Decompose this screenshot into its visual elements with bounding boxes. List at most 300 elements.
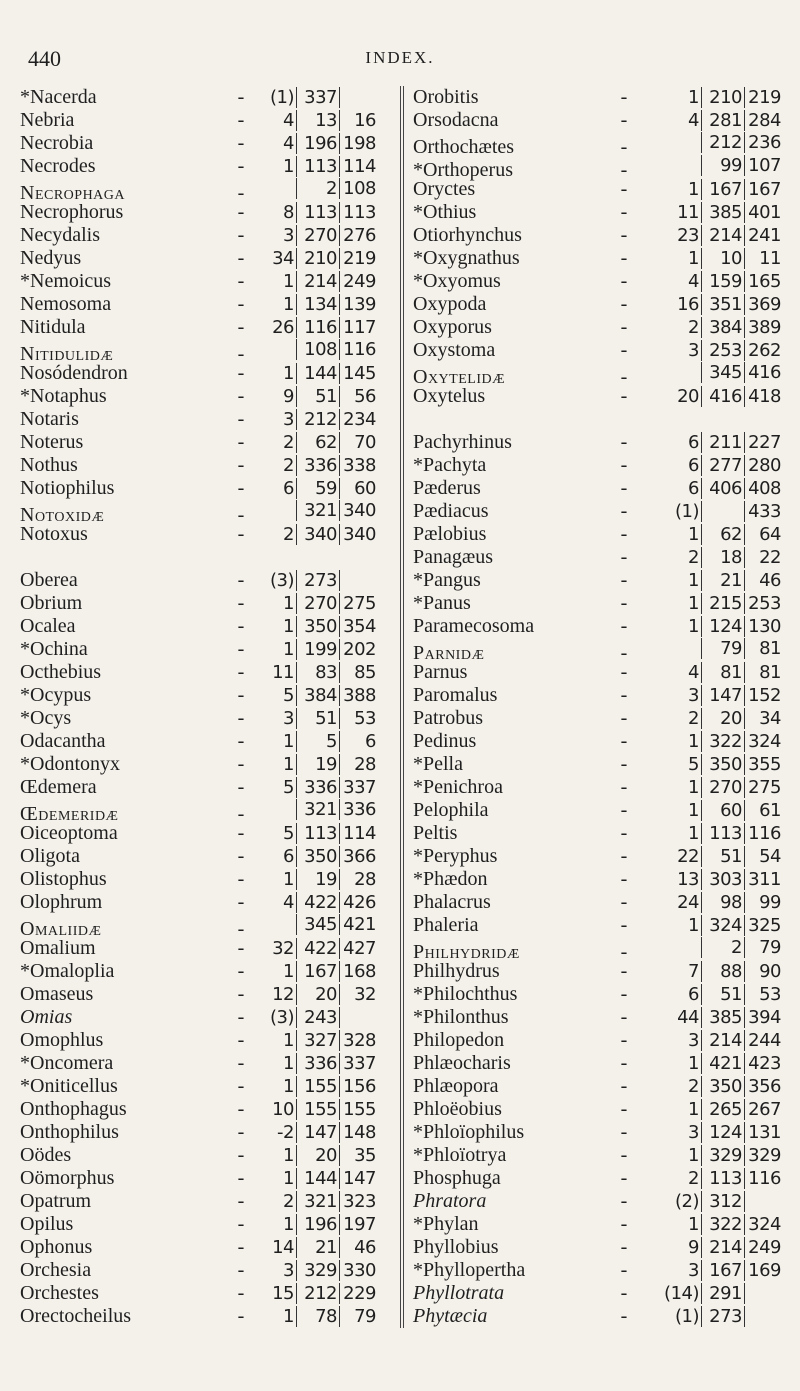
entry-references (250, 1306, 376, 1327)
last-page: 169 (748, 1260, 781, 1281)
entry-name: *Oxygnathus (413, 247, 520, 269)
last-page: 156 (343, 1076, 376, 1097)
entry-name: Patrobus (413, 707, 483, 729)
species-count (250, 500, 297, 521)
index-entry (405, 753, 790, 776)
species-count: 1 (250, 271, 297, 292)
species-count: 32 (250, 938, 297, 959)
last-page: 253 (748, 593, 781, 614)
entry-references (655, 892, 781, 913)
index-entry (405, 500, 790, 523)
entry-leader: - (620, 753, 628, 775)
species-count: 2 (655, 708, 702, 729)
entry-name: Onthophilus (20, 1121, 119, 1143)
species-count: 3 (655, 685, 702, 706)
entry-name: Phosphuga (413, 1167, 501, 1189)
index-entry (405, 1259, 790, 1282)
entry-name: Opatrum (20, 1190, 92, 1212)
species-count: 1 (655, 248, 702, 269)
species-count: 34 (250, 248, 297, 269)
entry-references (655, 593, 781, 614)
entry-leader: - (237, 661, 245, 683)
entry-references (250, 1237, 376, 1258)
last-page: 165 (748, 271, 781, 292)
entry-references (655, 1007, 781, 1028)
entry-references (250, 639, 376, 660)
entry-leader: - (620, 730, 628, 752)
first-page: 336 (297, 455, 340, 476)
entry-references (655, 248, 781, 269)
entry-leader: - (620, 1213, 628, 1235)
entry-leader: - (237, 201, 245, 223)
entry-name: Notoxidæ (20, 504, 105, 526)
entry-references (655, 777, 781, 798)
entry-leader: - (620, 500, 628, 522)
species-count: 3 (250, 225, 297, 246)
index-entry (20, 477, 392, 500)
entry-references (250, 248, 376, 269)
first-page: 214 (702, 225, 745, 246)
first-page: 60 (702, 800, 745, 821)
first-page: 51 (702, 984, 745, 1005)
entry-references (655, 800, 781, 821)
entry-references (655, 823, 781, 844)
first-page: 212 (297, 1283, 340, 1304)
index-entry (405, 247, 790, 270)
index-entry (20, 408, 392, 431)
last-page: 275 (343, 593, 376, 614)
entry-references (655, 294, 781, 315)
index-entry (405, 201, 790, 224)
last-page: 249 (748, 1237, 781, 1258)
index-entry (20, 316, 392, 339)
first-page: 270 (297, 593, 340, 614)
first-page: 108 (297, 339, 340, 360)
first-page: 79 (702, 638, 745, 659)
species-count: 1 (250, 593, 297, 614)
first-page: 337 (297, 87, 340, 108)
entry-references (250, 984, 376, 1005)
species-count: 1 (655, 570, 702, 591)
entry-name: Necrodes (20, 155, 96, 177)
entry-references (655, 202, 781, 223)
first-page: 211 (702, 432, 745, 453)
index-entry (20, 914, 392, 940)
species-count: 3 (250, 708, 297, 729)
entry-references (655, 869, 781, 890)
entry-references (655, 1122, 781, 1143)
entry-name: Nosódendron (20, 362, 128, 384)
species-count: 6 (250, 478, 297, 499)
last-page: 167 (748, 179, 781, 200)
entry-references (250, 500, 376, 521)
index-entry (20, 776, 392, 799)
entry-references (250, 386, 376, 407)
entry-name: Noterus (20, 431, 84, 453)
entry-references (655, 984, 781, 1005)
index-entry (20, 707, 392, 730)
entry-name: Ophonus (20, 1236, 93, 1258)
entry-name: Obrium (20, 592, 83, 614)
entry-leader: - (237, 960, 245, 982)
last-page: 401 (748, 202, 781, 223)
entry-leader: - (237, 1075, 245, 1097)
last-page (745, 1306, 781, 1327)
index-entry (20, 615, 392, 638)
last-page: 280 (748, 455, 781, 476)
species-count: 1 (250, 754, 297, 775)
page-header (28, 46, 772, 76)
entry-name: Oxytelus (413, 385, 486, 407)
last-page: 219 (343, 248, 376, 269)
index-entry (405, 1075, 790, 1098)
species-count: 2 (250, 432, 297, 453)
entry-references (655, 317, 781, 338)
first-page: 321 (297, 1191, 340, 1212)
entry-references (655, 1306, 781, 1327)
entry-name: *Phloïotrya (413, 1144, 507, 1166)
entry-leader: - (620, 592, 628, 614)
entry-leader: - (237, 569, 245, 591)
entry-references (655, 155, 781, 176)
index-entry (405, 891, 790, 914)
last-page: 81 (759, 638, 781, 659)
first-page: 421 (702, 1053, 745, 1074)
last-page (745, 1191, 781, 1212)
entry-name: Omalium (20, 937, 96, 959)
last-page: 56 (354, 386, 376, 407)
entry-leader: - (237, 224, 245, 246)
last-page: 275 (748, 777, 781, 798)
entry-references (655, 478, 781, 499)
entry-references (655, 1076, 781, 1097)
entry-name: Nemosoma (20, 293, 112, 315)
entry-references (655, 386, 781, 407)
species-count: 1 (655, 800, 702, 821)
entry-leader: - (620, 1236, 628, 1258)
entry-references (250, 869, 376, 890)
last-page: 139 (343, 294, 376, 315)
page-number: 440 (28, 46, 61, 71)
first-page: 147 (702, 685, 745, 706)
first-page: 210 (297, 248, 340, 269)
entry-name: Oxytelidæ (413, 366, 506, 388)
first-page: 20 (702, 708, 745, 729)
species-count: 4 (655, 110, 702, 131)
species-count: 1 (655, 524, 702, 545)
entry-references (250, 1168, 376, 1189)
index-entry (20, 293, 392, 316)
first-page: 350 (297, 846, 340, 867)
entry-leader: - (620, 247, 628, 269)
entry-references (250, 570, 376, 591)
first-page: 327 (297, 1030, 340, 1051)
entry-leader: - (620, 224, 628, 246)
entry-name: Oiceoptoma (20, 822, 118, 844)
entry-leader: - (620, 615, 628, 637)
species-count: 3 (655, 1122, 702, 1143)
last-page: 421 (343, 914, 376, 935)
last-page: 85 (354, 662, 376, 683)
species-count: 3 (655, 1030, 702, 1051)
first-page: 329 (297, 1260, 340, 1281)
entry-leader: - (237, 408, 245, 430)
index-entry (20, 1006, 392, 1029)
entry-leader: - (620, 293, 628, 315)
index-entry (20, 753, 392, 776)
last-page: 34 (759, 708, 781, 729)
entry-leader: - (620, 941, 628, 963)
entry-leader: - (620, 546, 628, 568)
entry-name: *Ocys (20, 707, 72, 729)
index-entry (405, 316, 790, 339)
entry-leader: - (620, 799, 628, 821)
entry-leader: - (620, 431, 628, 453)
species-count: 5 (655, 754, 702, 775)
entry-leader: - (237, 1121, 245, 1143)
first-page: 116 (297, 317, 340, 338)
entry-name: *Phædon (413, 868, 488, 890)
last-page: 328 (343, 1030, 376, 1051)
entry-leader: - (620, 983, 628, 1005)
index-entry (20, 1305, 392, 1328)
index-entry (20, 339, 392, 365)
index-entry (405, 270, 790, 293)
entry-references (655, 937, 781, 958)
species-count: 7 (655, 961, 702, 982)
entry-name: Otiorhynchus (413, 224, 522, 246)
last-page: 32 (354, 984, 376, 1005)
last-page: 90 (759, 961, 781, 982)
first-page (702, 501, 745, 522)
first-page: 351 (702, 294, 745, 315)
entry-leader: - (237, 316, 245, 338)
index-entry (20, 1167, 392, 1190)
first-page: 291 (702, 1283, 745, 1304)
last-page: 416 (748, 362, 781, 383)
last-page: 145 (343, 363, 376, 384)
entry-references (250, 524, 376, 545)
species-count: 2 (655, 547, 702, 568)
index-entry (405, 707, 790, 730)
first-page: 2 (702, 937, 745, 958)
species-count: 14 (250, 1237, 297, 1258)
species-count: 9 (655, 1237, 702, 1258)
entry-references (250, 1030, 376, 1051)
species-count: 23 (655, 225, 702, 246)
entry-references (655, 1099, 781, 1120)
entry-name: Phlæopora (413, 1075, 499, 1097)
first-page: 350 (297, 616, 340, 637)
entry-references (655, 915, 781, 936)
first-page: 214 (297, 271, 340, 292)
entry-references (250, 662, 376, 683)
entry-references (250, 846, 376, 867)
entry-name: Omaseus (20, 983, 94, 1005)
entry-leader: - (620, 86, 628, 108)
index-entry (20, 270, 392, 293)
last-page: 130 (748, 616, 781, 637)
index-entry (20, 684, 392, 707)
first-page: 281 (702, 110, 745, 131)
entry-name: Nothus (20, 454, 78, 476)
entry-name: *Odontonyx (20, 753, 120, 775)
first-page: 406 (702, 478, 745, 499)
species-count: 1 (655, 1053, 702, 1074)
index-entry (20, 1029, 392, 1052)
species-count: 1 (655, 823, 702, 844)
species-count: 6 (655, 984, 702, 1005)
entry-leader: - (237, 1236, 245, 1258)
entry-leader: - (620, 891, 628, 913)
entry-leader: - (237, 1029, 245, 1051)
index-entry (20, 132, 392, 155)
last-page: 53 (759, 984, 781, 1005)
first-page: 329 (702, 1145, 745, 1166)
entry-name: Pædiacus (413, 500, 489, 522)
entry-references (655, 616, 781, 637)
entry-references (655, 1283, 781, 1304)
entry-name: *Phyllopertha (413, 1259, 526, 1281)
entry-name: Omophlus (20, 1029, 104, 1051)
last-page: 284 (748, 110, 781, 131)
entry-references (655, 547, 781, 568)
index-entry (20, 983, 392, 1006)
first-page: 253 (702, 340, 745, 361)
first-page: 243 (297, 1007, 340, 1028)
first-page: 422 (297, 938, 340, 959)
entry-leader: - (620, 845, 628, 867)
index-entry (405, 937, 790, 963)
entry-references (250, 823, 376, 844)
index-entry (405, 1029, 790, 1052)
entry-leader: - (237, 385, 245, 407)
index-entry (20, 799, 392, 825)
last-page: 338 (343, 455, 376, 476)
entry-name: Necrophorus (20, 201, 124, 223)
last-page: 6 (365, 731, 376, 752)
first-page: 416 (702, 386, 745, 407)
last-page: 28 (354, 754, 376, 775)
entry-references (250, 616, 376, 637)
species-count (250, 799, 297, 820)
last-page: 388 (343, 685, 376, 706)
index-entry (405, 1213, 790, 1236)
first-page: 88 (702, 961, 745, 982)
entry-leader: - (237, 155, 245, 177)
entry-leader: - (620, 477, 628, 499)
species-count: 1 (655, 1214, 702, 1235)
first-page: 83 (297, 662, 340, 683)
first-page: 20 (297, 984, 340, 1005)
entry-references (250, 1007, 376, 1028)
last-page: 28 (354, 869, 376, 890)
species-count: 3 (655, 340, 702, 361)
entry-leader: - (620, 1167, 628, 1189)
entry-references (655, 754, 781, 775)
first-page: 124 (702, 1122, 745, 1143)
entry-references (250, 317, 376, 338)
entry-leader: - (620, 1098, 628, 1120)
last-page: 340 (343, 500, 376, 521)
last-page: 116 (343, 339, 376, 360)
entry-leader: - (620, 684, 628, 706)
first-page: 384 (297, 685, 340, 706)
first-page: 422 (297, 892, 340, 913)
index-entry (20, 454, 392, 477)
entry-leader: - (237, 362, 245, 384)
entry-leader: - (237, 270, 245, 292)
entry-name: *Phylan (413, 1213, 479, 1235)
entry-name: *Omaloplia (20, 960, 115, 982)
entry-name: *Othius (413, 201, 477, 223)
index-entry (405, 776, 790, 799)
entry-references (655, 1053, 781, 1074)
last-page: 423 (748, 1053, 781, 1074)
entry-name: Notaris (20, 408, 79, 430)
entry-name: Orectocheilus (20, 1305, 132, 1327)
entry-references (655, 1214, 781, 1235)
species-count: 8 (250, 202, 297, 223)
species-count (655, 132, 702, 153)
last-page: 114 (343, 823, 376, 844)
entry-name: *Oncomera (20, 1052, 114, 1074)
species-count: 1 (250, 1306, 297, 1327)
entry-references (250, 961, 376, 982)
entry-leader: - (237, 753, 245, 775)
last-page: 152 (748, 685, 781, 706)
entry-name: Odacantha (20, 730, 106, 752)
entry-name: Philhydrus (413, 960, 500, 982)
last-page: 197 (343, 1214, 376, 1235)
last-page: 46 (354, 1237, 376, 1258)
first-page: 51 (297, 386, 340, 407)
entry-name: *Nacerda (20, 86, 97, 108)
entry-name: Pæderus (413, 477, 481, 499)
last-page: 336 (343, 799, 376, 820)
entry-leader: - (237, 1305, 245, 1327)
index-entry (20, 1098, 392, 1121)
entry-leader: - (237, 1167, 245, 1189)
first-page: 113 (297, 156, 340, 177)
entry-leader: - (620, 1006, 628, 1028)
last-page: 408 (748, 478, 781, 499)
first-page: 21 (297, 1237, 340, 1258)
entry-references (250, 1260, 376, 1281)
entry-leader: - (237, 937, 245, 959)
entry-leader: - (620, 1029, 628, 1051)
species-count: 5 (250, 823, 297, 844)
species-count: 1 (250, 1168, 297, 1189)
entry-leader: - (237, 431, 245, 453)
entry-leader: - (620, 366, 628, 388)
entry-references (250, 799, 376, 820)
index-entry (20, 661, 392, 684)
species-count: (1) (250, 87, 297, 108)
entry-references (250, 1099, 376, 1120)
entry-name: Peltis (413, 822, 458, 844)
species-count: 6 (655, 455, 702, 476)
index-entry (20, 1213, 392, 1236)
entry-leader: - (237, 615, 245, 637)
entry-name: Parnus (413, 661, 468, 683)
first-page: 345 (702, 362, 745, 383)
index-entry (405, 684, 790, 707)
entry-references (655, 1260, 781, 1281)
last-page (340, 1007, 376, 1028)
index-entry (405, 1167, 790, 1190)
entry-leader: - (237, 707, 245, 729)
